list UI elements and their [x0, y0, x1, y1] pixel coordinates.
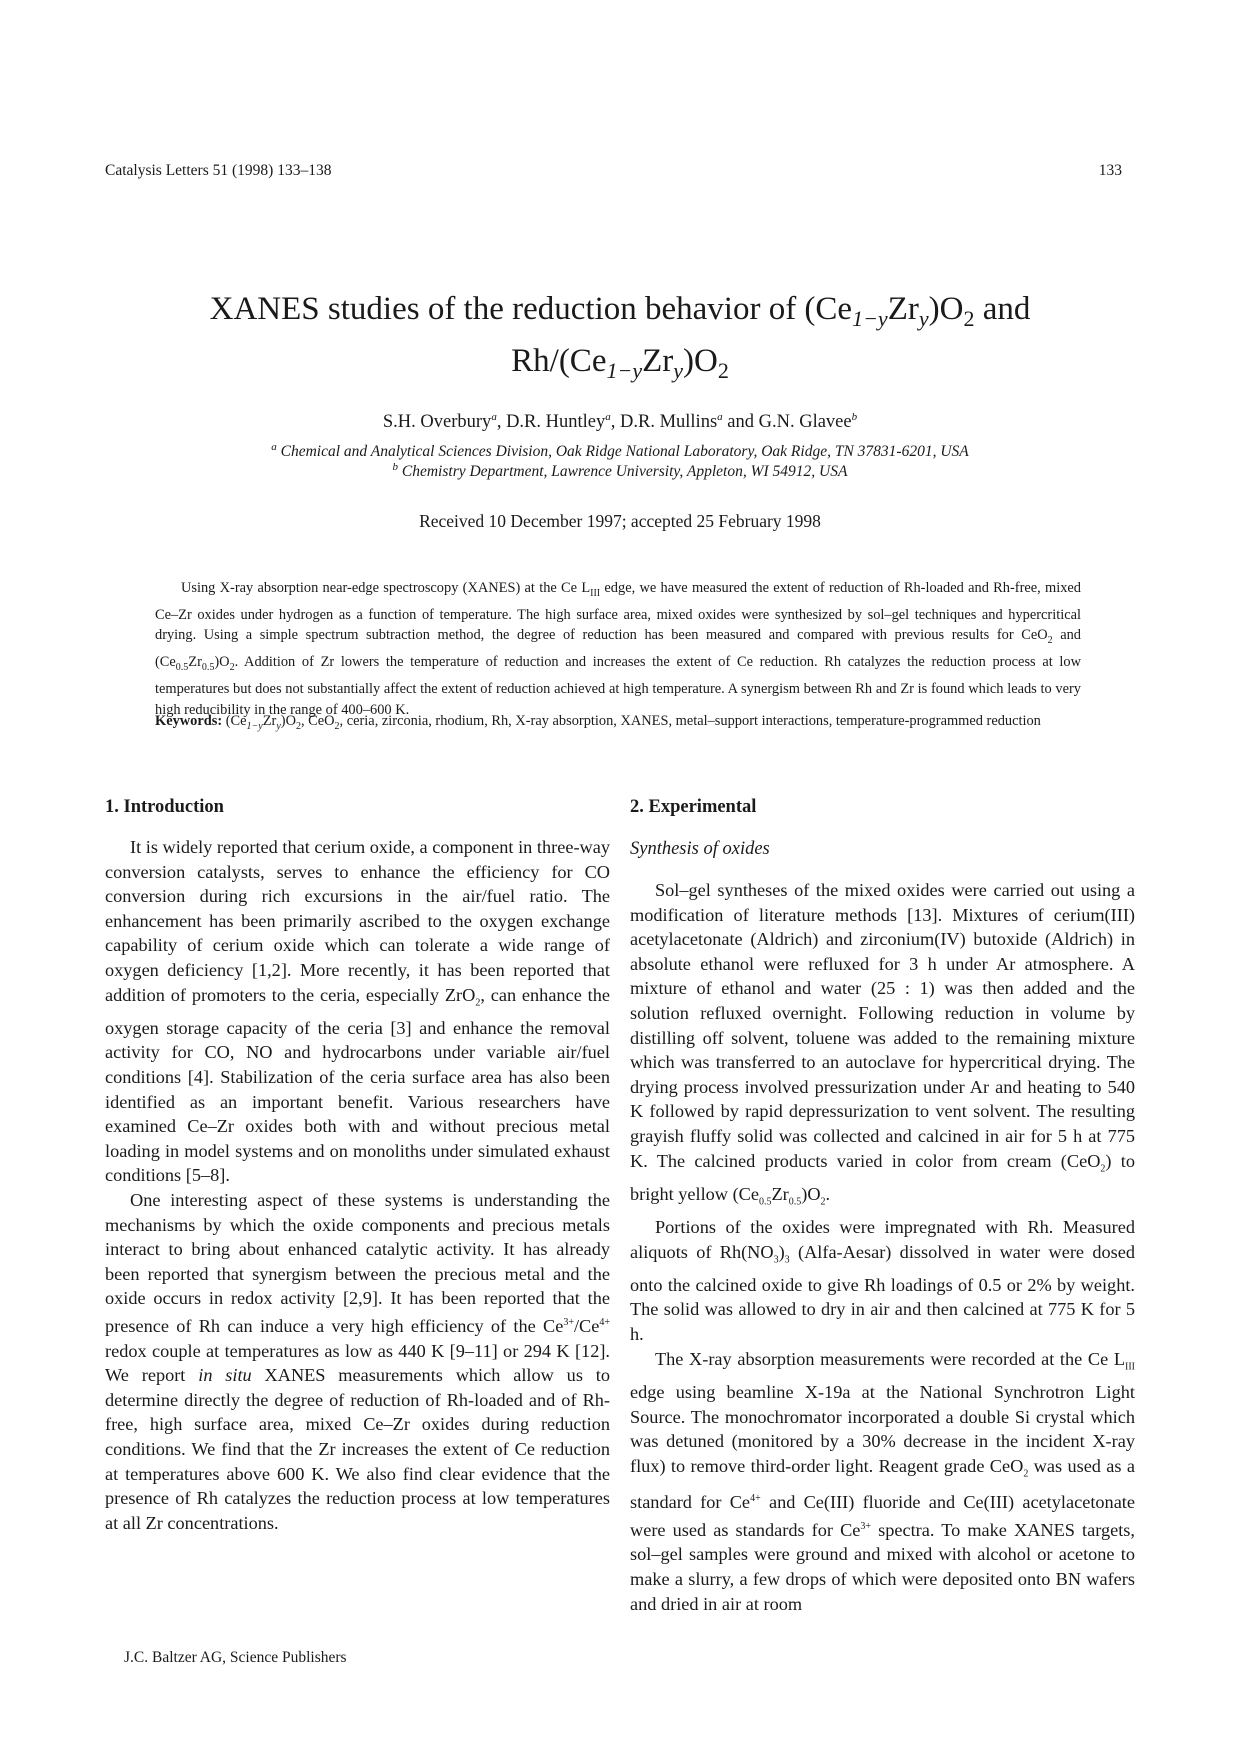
experimental-body: [630, 878, 1135, 1616]
received-dates: Received 10 December 1997; accepted 25 February 1998: [419, 511, 821, 531]
author: D.R. Mullins: [620, 412, 718, 433]
paragraph: Portions of the oxides were impregnated with Rh. Measured aliquots of $Rh(NO_3)_3$ (Alfa-Aesar) dissolved in water were dosed onto the calcined oxide to give Rh loadings of 0.5 or 2% by weight. The solid was allowed to dry in air and then calcined at 775 K for 5 h.: [630, 1217, 1135, 1345]
paragraph: Sol–gel syntheses of the mixed oxides were carried out using a modification of literature methods [13]. Mixtures of cerium(III) acetylacetonate (Aldrich) and zirconium(IV) butoxide (Aldrich) in absolute ethanol were refluxed for 3 h under Ar atmosphere. A mixture of ethanol and water (25 : 1) was then added and the solution refluxed overnight. Following reduction in volume by distilling off solvent, toluene was added to the remaining mixture which was transferred to an autoclave for hypercritical drying. The drying process involved pressurization under Ar and heating to 540 K followed by rapid depressurization to vent solvent. The resulting grayish fluffy solid was collected and calcined in air for 5 h at 775 K. The calcined products varied in color from cream (CeO$_2$) to bright yellow $(Ce_{0.5}Zr_{0.5})O_2$.: [630, 880, 1135, 1208]
page-number: 133: [1098, 162, 1122, 179]
author-list: S.H. Overbury$^a$, D.R. Huntley$^a$, D.R. Mullins$^a$ and G.N. Glavee$^b$: [382, 411, 858, 433]
running-head-journal: Catalysis Letters 51 (1998) 133–138: [105, 162, 332, 179]
section-heading-experimental: 2. Experimental: [630, 797, 757, 817]
section-heading-introduction: 1. Introduction: [105, 797, 224, 817]
author: S.H. Overbury: [382, 412, 492, 433]
paragraph: One interesting aspect of these systems is understanding the mechanisms by which the oxide components and precious metals interact to bring about enhanced catalytic activity. It has already been reported that synergism between the precious metal and the oxide occurs in redox activity [2,9]. It has been reported that the presence of Rh can induce a very high efficiency of the $Ce^{3+}/Ce^{4+}$ redox couple at temperatures as low as 440 K [9–11] or 294 K [12]. We report in situ XANES measurements which allow us to determine directly the degree of reduction of Rh-loaded and of Rh-free, high surface area, mixed Ce–Zr oxides during reduction conditions. We find that the Zr increases the extent of Ce reduction at temperatures above 600 K. We also find clear evidence that the presence of Rh catalyzes the reduction process at low temperatures at all Zr concentrations.: [105, 1189, 610, 1533]
author: D.R. Huntley: [506, 412, 606, 433]
subsection-heading: Synthesis of oxides: [630, 839, 770, 859]
affiliation-b: $^b$ Chemistry Department, Lawrence University, Appleton, WI 54912, USA: [392, 461, 848, 481]
title-line-2: $Rh/(Ce_{1-y}Zr_y)O_2$: [511, 343, 729, 383]
paragraph: The X-ray absorption measurements were recorded at the Ce $L_{III}$ edge using beamline X-19a at the National Synchrotron Light Source. The monochromator incorporated a double Si crystal which was detuned (monitored by a 30% decrease in the incident X-ray flux) to remove third-order light. Reagent grade CeO$_2$ was used as a standard for $Ce^{4+}$ and Ce(III) fluoride and Ce(III) acetylacetonate were used as standards for $Ce^{3+}$ spectra. To make XANES targets, sol–gel samples were ground and mixed with alcohol or acetone to make a slurry, a few drops of which were deposited onto BN wafers and dried in air at room: [630, 1348, 1135, 1614]
introduction-body: [105, 835, 610, 1535]
author: G.N. Glavee: [758, 412, 852, 433]
paragraph: It is widely reported that cerium oxide, a component in three-way conversion catalysts, serves to enhance the efficiency for CO conversion during rich excursions in the air/fuel ratio. The enhancement has been primarily ascribed to the oxygen exchange capability of cerium oxide which can tolerate a wide range of oxygen deficiency [1,2]. More recently, it has been reported that addition of promoters to the ceria, especially ZrO$_2$, can enhance the oxygen storage capacity of the ceria [3] and enhance the removal activity for CO, NO and hydrocarbons under variable air/fuel conditions [4]. Stabilization of the ceria surface area has also been identified as an important benefit. Various researchers have examined Ce–Zr oxides both with and without precious metal loading in model systems and on monoliths under simulated exhaust conditions [5–8].: [105, 837, 610, 1186]
keywords: Keywords: $(Ce_{1-y}Zr_y)O_2$, CeO$_2$, ceria, zirconia, rhodium, Rh, X-ray absorption, XANES, metal–support interactions, temperature-programmed reduction: [155, 713, 1041, 732]
article-title: [0, 288, 1240, 392]
affiliation-a: $^a$ Chemical and Analytical Sciences Division, Oak Ridge National Laboratory, Oak Ridge, TN 37831-6201, USA: [271, 441, 969, 461]
title-line-1: XANES studies of the reduction behavior of $(Ce_{1-y}Zr_y)O_2$ and: [209, 291, 1031, 331]
abstract: Using X-ray absorption near-edge spectroscopy (XANES) at the Ce $L_{III}$ edge, we have measured the extent of reduction of Rh-loaded and Rh-free, mixed Ce–Zr oxides under hydrogen as a function of temperature. The high surface area, mixed oxides were synthesized by sol–gel techniques and hypercritical drying. Using a simple spectrum subtraction method, the degree of reduction has been measured and compared with previous results for CeO$_2$ and $(Ce_{0.5}Zr_{0.5})O_2$. Addition of Zr lowers the temperature of reduction and increases the extent of Ce reduction. Rh catalyzes the reduction process at low temperatures but does not substantially affect the extent of reduction achieved at high temperature. A synergism between Rh and Zr is found which leads to very high reducibility in the range of 400–600 K.: [155, 580, 1081, 718]
keywords-label: Keywords:: [155, 713, 223, 729]
publisher-footer: J.C. Baltzer AG, Science Publishers: [124, 1649, 347, 1666]
